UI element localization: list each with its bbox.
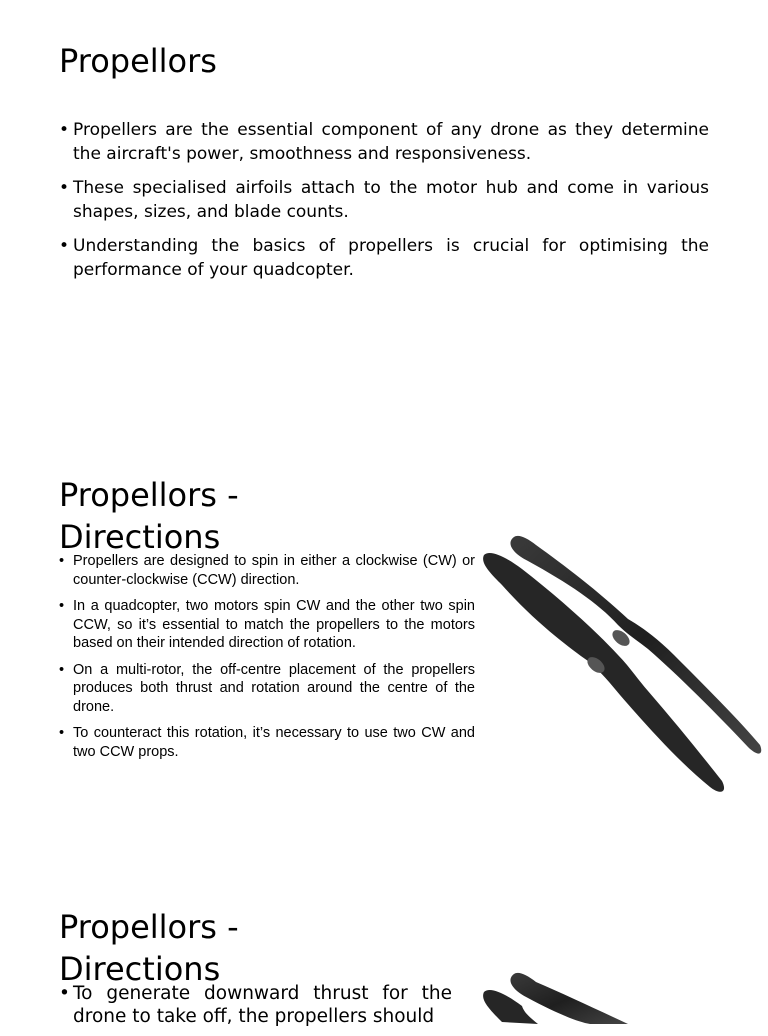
bullet-icon: • bbox=[59, 661, 65, 678]
bullet-icon: • bbox=[59, 236, 70, 256]
bullet-icon: • bbox=[59, 553, 65, 569]
bullet-text: Propellers are designed to spin in either a clockwise (CW) or counter-clockwise (CCW) direction. bbox=[73, 553, 475, 588]
slide1-bullet-list bbox=[59, 118, 709, 292]
bullet-text: Understanding the basics of propellers is crucial for optimising the performance of your quadcopter. bbox=[73, 236, 709, 280]
slide2-title-line1: Propellors - bbox=[59, 476, 239, 514]
slide3-title bbox=[59, 906, 239, 990]
slide3-title-line1: Propellors - bbox=[59, 908, 239, 946]
slide2-title bbox=[59, 474, 239, 558]
bullet-icon: • bbox=[59, 178, 70, 198]
list-item bbox=[59, 234, 709, 282]
slide3-bullet-list bbox=[59, 982, 452, 1036]
bullet-text: To counteract this rotation, it’s necessary to use two CW and two CCW props. bbox=[73, 725, 475, 760]
slide2-bullet-list bbox=[59, 552, 475, 769]
bullet-text: To generate downward thrust for the drone to take off, the propellers should bbox=[73, 983, 452, 1027]
list-item bbox=[59, 982, 452, 1028]
list-item bbox=[59, 552, 475, 589]
list-item bbox=[59, 597, 475, 653]
bullet-icon: • bbox=[59, 983, 70, 1004]
slide2-title-line2: Directions bbox=[59, 518, 221, 556]
list-item bbox=[59, 176, 709, 224]
propeller-image-partial bbox=[478, 962, 766, 1024]
bullet-icon: • bbox=[59, 725, 65, 741]
bullet-text: Propellers are the essential component of any drone as they determine the aircraft's power, smoothness and responsiveness. bbox=[73, 120, 709, 164]
list-item bbox=[59, 118, 709, 166]
bullet-text: These specialised airfoils attach to the motor hub and come in various shapes, sizes, and blade counts. bbox=[73, 178, 709, 222]
list-item bbox=[59, 724, 475, 761]
list-item bbox=[59, 661, 475, 717]
bullet-text: In a quadcopter, two motors spin CW and the other two spin CCW, so it’s essential to match the propellers to the motors based on their intended direction of rotation. bbox=[73, 598, 475, 651]
propeller-image bbox=[478, 525, 766, 797]
bullet-text: On a multi-rotor, the off-centre placement of the propellers produces both thrust and rotation around the centre of the drone. bbox=[73, 661, 475, 715]
slide3-title-line2: Directions bbox=[59, 950, 221, 988]
slide1-title: Propellors bbox=[59, 42, 217, 80]
bullet-icon: • bbox=[59, 120, 70, 140]
bullet-icon: • bbox=[59, 598, 65, 614]
